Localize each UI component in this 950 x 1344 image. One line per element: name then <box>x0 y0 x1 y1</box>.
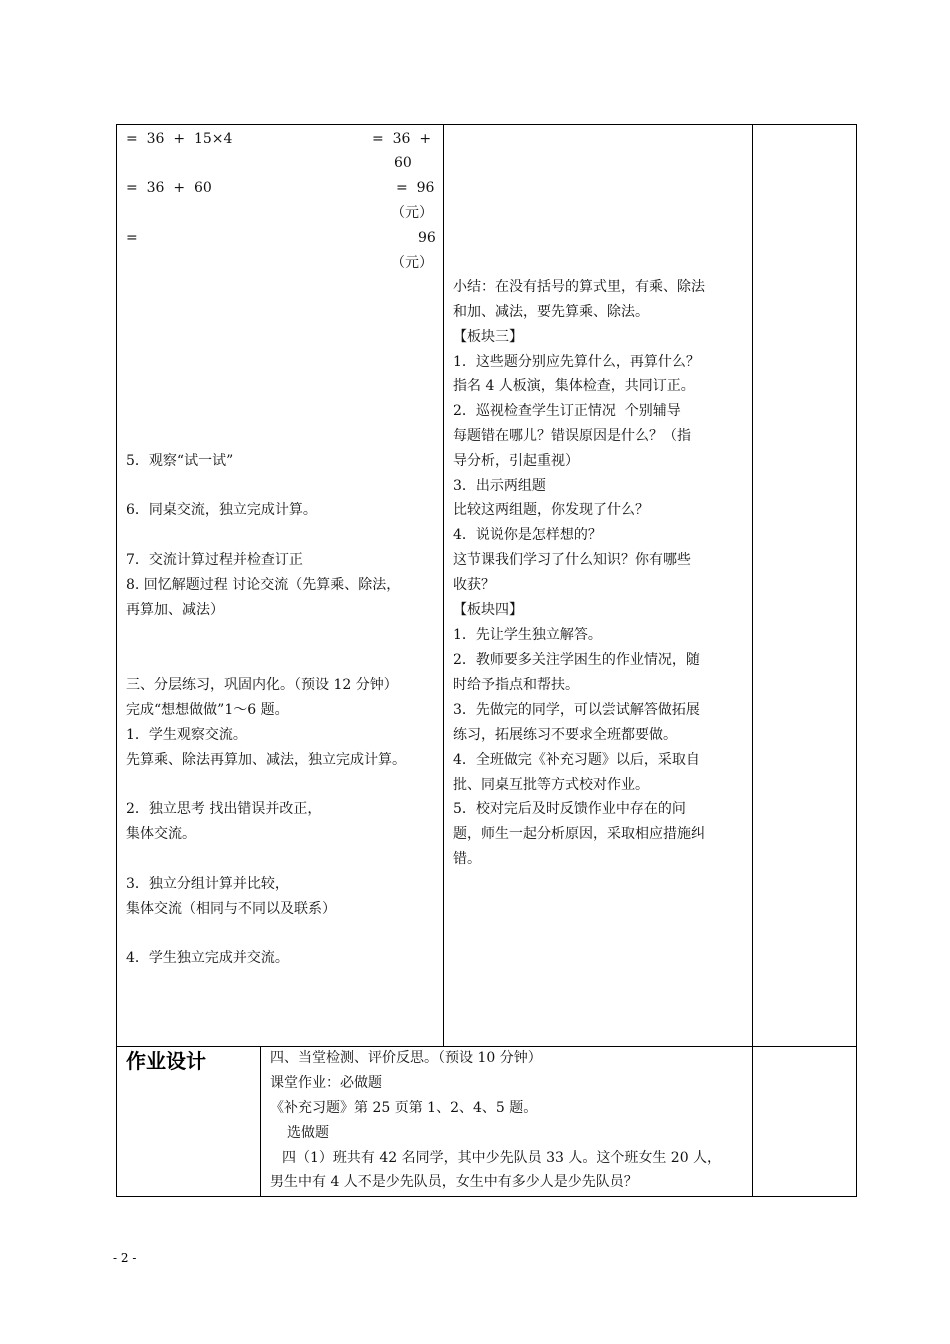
teacher-line: 批、同桌互批等方式校对作业。 <box>453 777 649 793</box>
table-border-left <box>116 124 117 1197</box>
student-line: 8. 回忆解题过程 讨论交流（先算乘、除法， <box>126 577 401 593</box>
homework-line: 课堂作业：必做题 <box>270 1075 382 1091</box>
table-border-top <box>116 124 857 125</box>
teacher-line: 错。 <box>453 851 481 867</box>
teacher-line: 每题错在哪儿？错误原因是什么？（指 <box>453 428 691 444</box>
student-line: 1．学生观察交流。 <box>126 727 247 743</box>
homework-line: 四（1）班共有 42 名同学，其中少先队员 33 人。这个班女生 20 人， <box>282 1150 722 1166</box>
teacher-line: 5．校对完后及时反馈作业中存在的问 <box>453 801 686 817</box>
homework-line: 《补充习题》第 25 页第 1、2、4、5 题。 <box>270 1100 538 1116</box>
teacher-line: 小结：在没有括号的算式里，有乘、除法 <box>453 279 705 295</box>
teacher-line: 2．教师要多关注学困生的作业情况，随 <box>453 652 700 668</box>
student-line: 5．观察“试一试” <box>126 453 234 469</box>
teacher-line: 【板块三】 <box>453 329 523 345</box>
homework-line: 四、当堂检测、评价反思。（预设 10 分钟） <box>270 1050 542 1066</box>
teacher-line: 4．说说你是怎样想的？ <box>453 527 602 543</box>
table-hw-divider <box>260 1046 261 1197</box>
page-number: - 2 - <box>113 1251 137 1265</box>
student-line: 集体交流（相同与不同以及联系） <box>126 901 336 917</box>
calc-right-line: = 96 <box>396 180 435 196</box>
teacher-line: 导分析，引起重视） <box>453 453 579 469</box>
table-divider-2 <box>752 124 753 1197</box>
calc-right-line: = 36 + <box>372 131 432 147</box>
homework-line: 男生中有 4 人不是少先队员，女生中有多少人是少先队员？ <box>270 1174 638 1190</box>
teacher-line: 指名 4 人板演，集体检查，共同订正。 <box>453 378 695 394</box>
teacher-line: 3．先做完的同学，可以尝试解答做拓展 <box>453 702 700 718</box>
homework-title: 作业设计 <box>126 1049 206 1073</box>
student-line: 2．独立思考 找出错误并改正， <box>126 801 322 817</box>
student-line: 4．学生独立完成并交流。 <box>126 950 289 966</box>
teacher-line: 比较这两组题，你发现了什么？ <box>453 502 649 518</box>
teacher-line: 1．先让学生独立解答。 <box>453 627 602 643</box>
calc-left-line: = 36 + 60 <box>126 180 212 196</box>
teacher-line: 练习，拓展练习不要求全班都要做。 <box>453 727 677 743</box>
homework-line: 选做题 <box>287 1125 329 1141</box>
teacher-line: 和加、减法，要先算乘、除法。 <box>453 304 649 320</box>
table-divider-1 <box>443 124 444 1046</box>
student-line: 3．独立分组计算并比较， <box>126 876 289 892</box>
student-line: 完成“想想做做”1～6 题。 <box>126 702 289 718</box>
student-line: 集体交流。 <box>126 826 196 842</box>
teacher-line: 3．出示两组题 <box>453 478 546 494</box>
table-border-bottom <box>116 1196 857 1197</box>
calc-right-line: 60 <box>394 155 412 171</box>
teacher-line: 这节课我们学习了什么知识？你有哪些 <box>453 552 691 568</box>
calc-right-line: 96 <box>418 230 436 246</box>
teacher-line: 时给予指点和帮扶。 <box>453 677 579 693</box>
teacher-line: 题，师生一起分析原因，采取相应措施纠 <box>453 826 705 842</box>
calc-right-line: （元） <box>391 205 433 221</box>
student-line: 再算加、减法） <box>126 602 224 618</box>
teacher-line: 4．全班做完《补充习题》以后，采取自 <box>453 752 700 768</box>
teacher-line: 【板块四】 <box>453 602 523 618</box>
teacher-line: 收获？ <box>453 577 495 593</box>
calc-right-line: （元） <box>391 255 433 271</box>
student-line: 先算乘、除法再算加、减法，独立完成计算。 <box>126 752 406 768</box>
table-border-right <box>856 124 857 1197</box>
calc-left-line: = <box>126 230 138 246</box>
student-line: 三、分层练习，巩固内化。（预设 12 分钟） <box>126 677 398 693</box>
teacher-line: 1．这些题分别应先算什么，再算什么？ <box>453 354 700 370</box>
teacher-line: 2．巡视检查学生订正情况 个别辅导 <box>453 403 681 419</box>
student-line: 6．同桌交流，独立完成计算。 <box>126 502 317 518</box>
student-line: 7．交流计算过程并检查订正 <box>126 552 303 568</box>
calc-left-line: = 36 + 15×4 <box>126 131 233 147</box>
